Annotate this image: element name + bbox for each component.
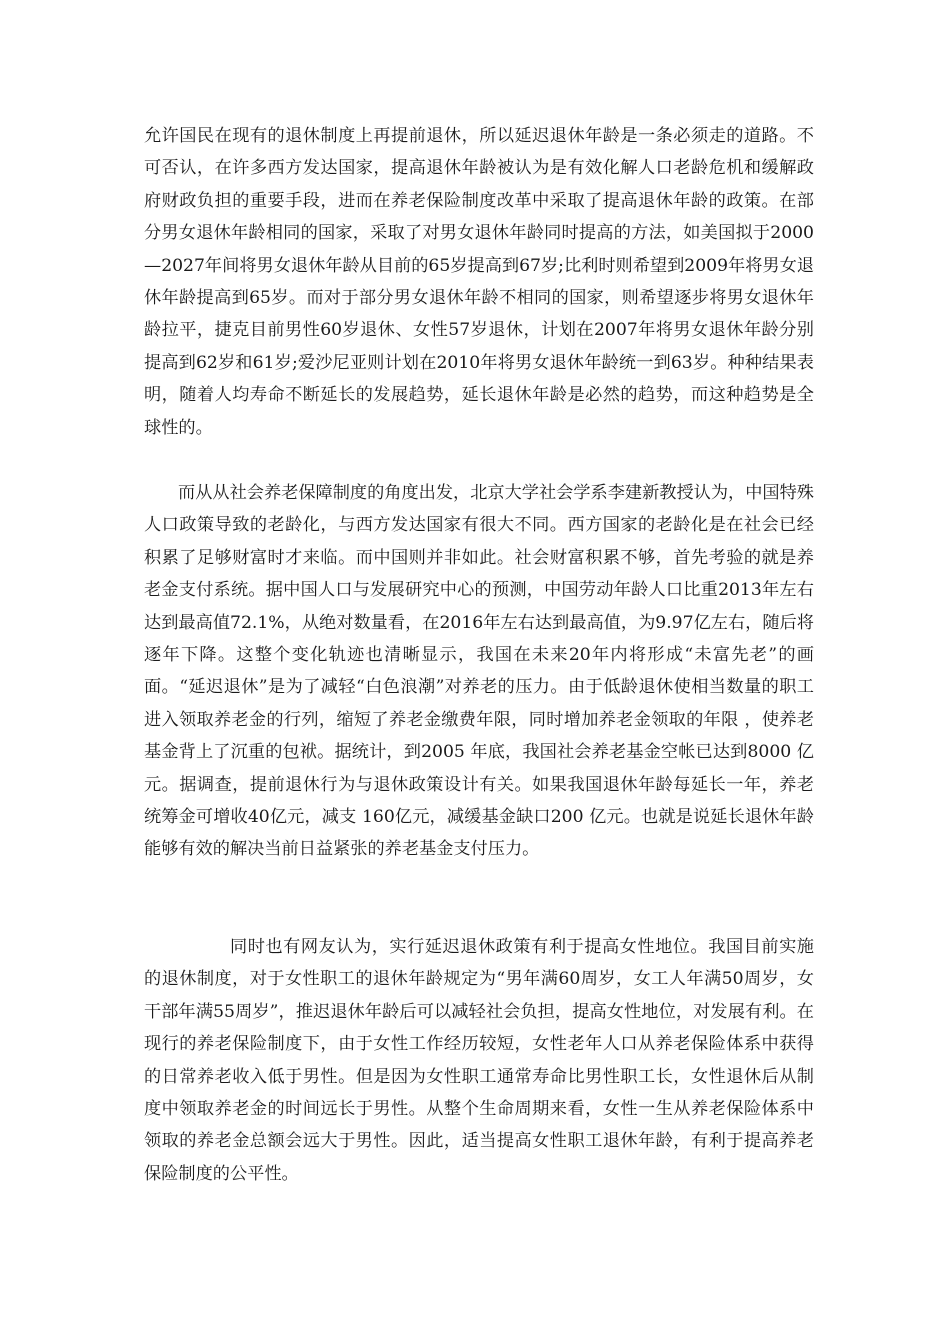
paragraph-female-status: 同时也有网友认为，实行延迟退休政策有利于提高女性地位。我国目前实施的退休制度，对于女性职工的退休年龄规定为“男年满60周岁，女工人年满50周岁，女干部年满55周岁”，推迟退休年龄后可以减轻社会负担，提高女性地位，对发展有利。在现行的养老保险制度下，由于女性工作经历较短，女性老年人口从养老保险体系中获得的日常养老收入低于男性。但是因为女性职工通常寿命比男性职工长，女性退休后从制度中领取养老金的时间远长于男性。从整个生命周期来看，女性一生从养老保险体系中领取的养老金总额会远大于男性。因此，适当提高女性职工退休年龄，有利于提高养老保险制度的公平性。 — [144, 937, 814, 1184]
paragraph-pension-pressure-china: 而从从社会养老保障制度的角度出发，北京大学社会学系李建新教授认为，中国特殊人口政策导致的老龄化，与西方发达国家有很大不同。西方国家的老龄化是在社会已经积累了足够财富时才来临。而中国则并非如此。社会财富积累不够，首先考验的就是养老金支付系统。据中国人口与发展研究中心的预测，中国劳动年龄人口比重2013年左右达到最高值72.1%，从绝对数量看，在2016年左右达到最高值，为9.97亿左右，随后将逐年下降。这整个变化轨迹也清晰显示，我国在未来20年内将形成“未富先老”的画面。“延迟退休”是为了减轻“白色浪潮”对养老的压力。由于低龄退休使相当数量的职工进入领取养老金的行列，缩短了养老金缴费年限，同时增加养老金领取的年限 ，使养老基金背上了沉重的包袱。据统计，到2005 年底，我国社会养老基金空帐已达到8000 亿元。据调查，提前退休行为与退休政策设计有关。如果我国退休年龄每延长一年，养老统筹金可增收40亿元，减支 160亿元，减缓基金缺口200 亿元。也就是说延长退休年龄能够有效的解决当前日益紧张的养老基金支付压力。 — [144, 483, 814, 860]
paragraph-retirement-age-international: 允许国民在现有的退休制度上再提前退休，所以延迟退休年龄是一条必须走的道路。不可否认，在许多西方发达国家，提高退休年龄被认为是有效化解人口老龄危机和缓解政府财政负担的重要手段，进而在养老保险制度改革中采取了提高退休年龄的政策。在部分男女退休年龄相同的国家，采取了对男女退休年龄同时提高的方法，如美国拟于2000—2027年间将男女退休年龄从目前的65岁提高到67岁;比利时则希望到2009年将男女退休年龄提高到65岁。而对于部分男女退休年龄不相同的国家，则希望逐步将男女退休年龄拉平，捷克目前男性60岁退休、女性57岁退休，计划在2007年将男女退休年龄分别提高到62岁和61岁;爱沙尼亚则计划在2010年将男女退休年龄统一到63岁。种种结果表明，随着人均寿命不断延长的发展趋势，延长退休年龄是必然的趋势，而这种趋势是全球性的。 — [144, 126, 814, 438]
